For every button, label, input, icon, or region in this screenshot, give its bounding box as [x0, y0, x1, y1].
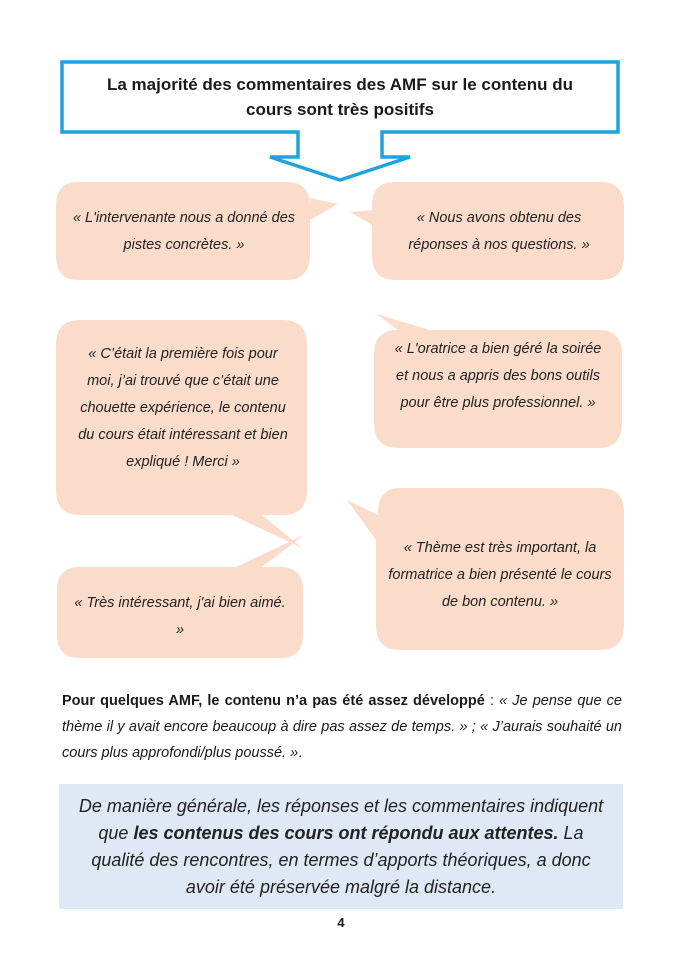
summary-part-2: La qualité des rencontres, en termes d’apports théoriques, a donc avoir été préservée malgré la distance.: [91, 822, 591, 897]
quote-6: « Très intéressant, j'ai bien aimé. »: [74, 595, 286, 638]
summary-box: [59, 784, 623, 909]
quote-2: « Nous avons obtenu des réponses à nos questions. »: [408, 210, 590, 253]
headline-text: La majorité des commentaires des AMF sur le contenu du cours sont très positifs: [106, 75, 574, 119]
summary-part-1: De manière générale, les réponses et les commentaires indiquent que: [78, 795, 604, 843]
paragraph-quote-1: « Je pense que ce thème il y avait encore beaucoup à dire pas assez de temps. »: [62, 693, 622, 735]
quote-1: « L'intervenante nous a donné des pistes concrètes. »: [72, 210, 296, 253]
paragraph-separator: :: [484, 693, 500, 709]
page-number: 4: [337, 915, 345, 930]
summary-text: [71, 793, 611, 901]
paragraph-bold-lead: Pour quelques AMF, le contenu n’a pas été assez développé: [62, 693, 485, 709]
paragraph-end: .: [298, 745, 303, 761]
headline-callout: [62, 62, 618, 132]
quote-5: « Thème est très important, la formatrice a bien présenté le cours de bon contenu. »: [388, 540, 612, 610]
quote-3: « C’était la première fois pour moi, j’ai trouvé que c’était une chouette expérience, le contenu du cours était intéressant et bien expliqué ! Merci »: [78, 346, 288, 470]
quote-4: « L'oratrice a bien géré la soirée et nous a appris des bons outils pour être plus professionnel. »: [394, 341, 602, 411]
feedback-paragraph: [62, 688, 622, 766]
paragraph-middle: ;: [467, 719, 481, 735]
summary-bold: les contenus des cours ont répondu aux attentes.: [133, 822, 559, 843]
paragraph-quote-2: « J’aurais souhaité un cours plus approfondi/plus poussé. »: [62, 719, 622, 761]
